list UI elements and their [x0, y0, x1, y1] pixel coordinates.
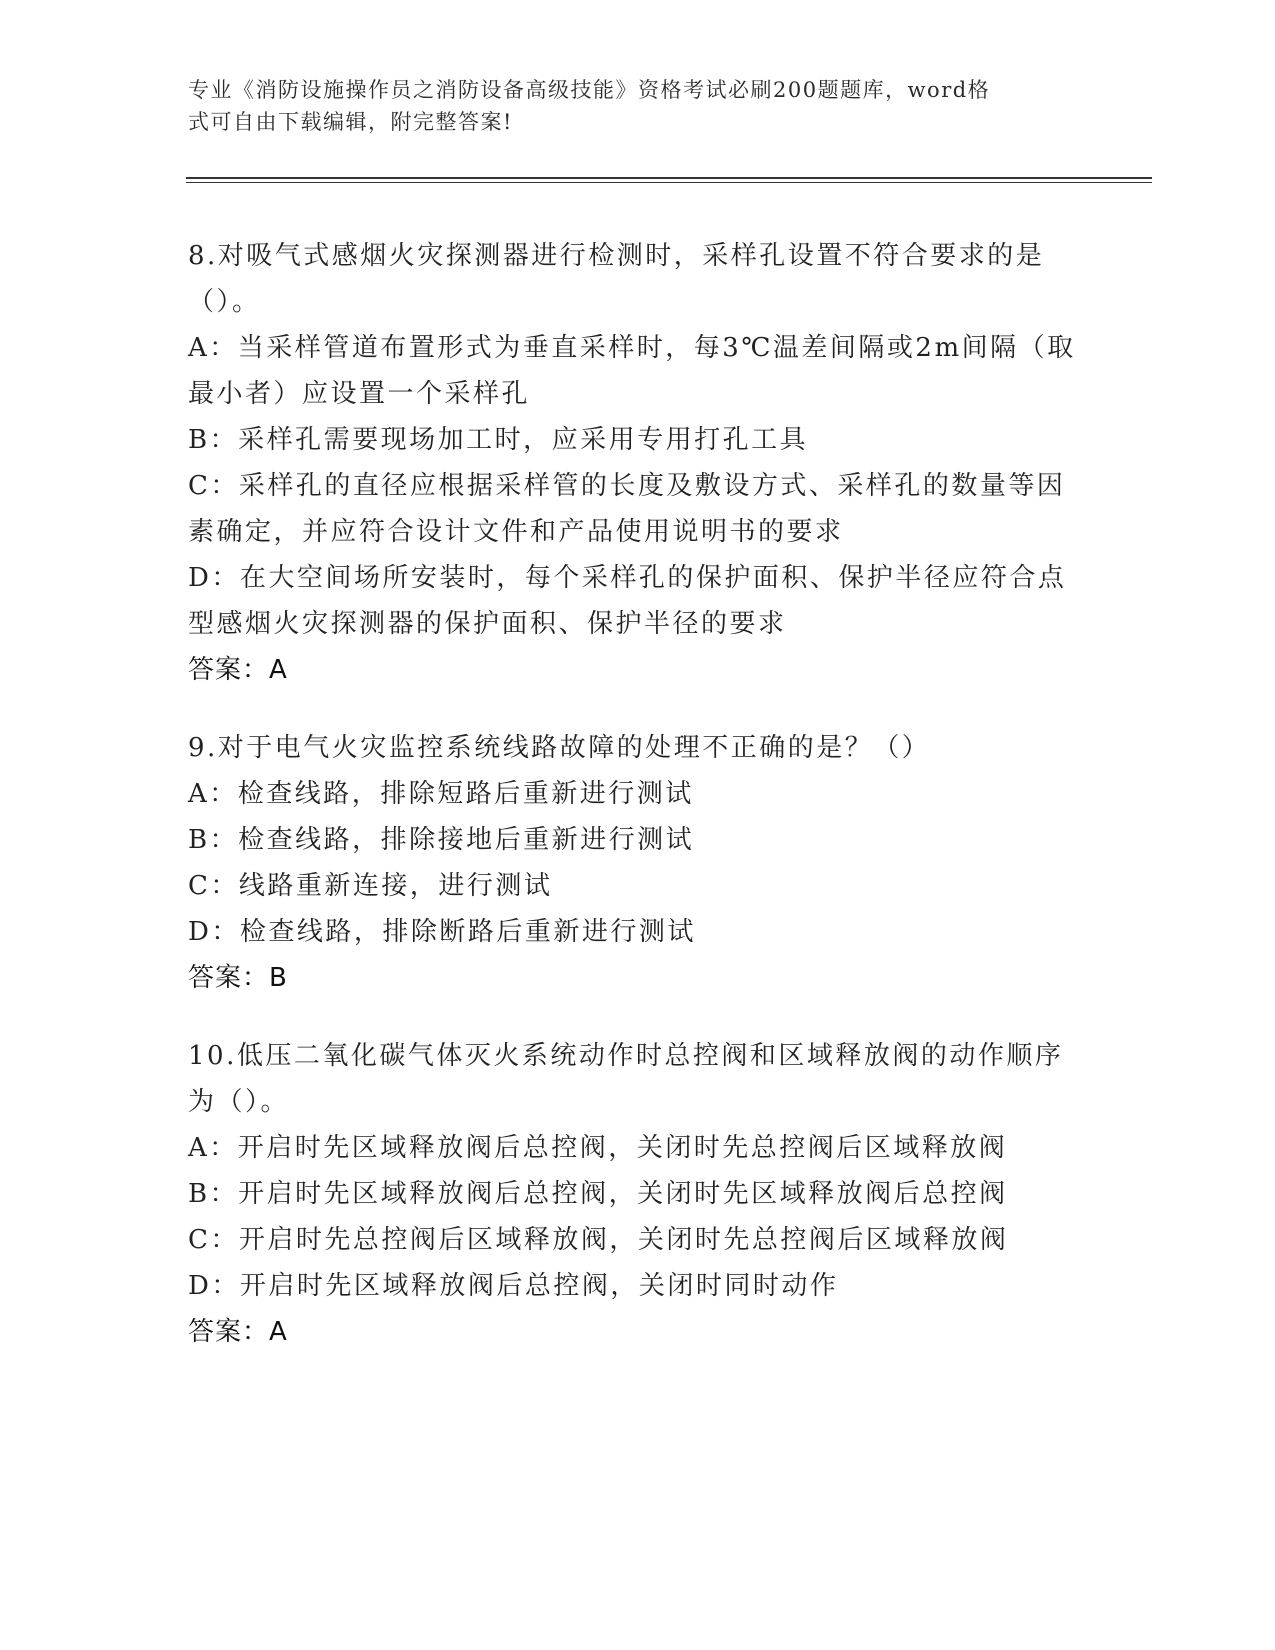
option-line: B：检查线路，排除接地后重新进行测试 — [188, 825, 695, 855]
option-line: B：采样孔需要现场加工时，应采用专用打孔工具 — [188, 425, 809, 455]
option-d — [188, 555, 1088, 647]
header-divider-thin — [186, 182, 1152, 183]
option-line: D：开启时先区域释放阀后总控阀，关闭时同时动作 — [188, 1271, 839, 1301]
option-line: A：当采样管道布置形式为垂直采样时，每3℃温差间隔或2m间隔（取 — [188, 333, 1076, 363]
option-a — [188, 771, 1088, 817]
option-c — [188, 463, 1088, 555]
option-d — [188, 909, 1088, 955]
question-stem-line: 9.对于电气火灾监控系统线路故障的处理不正确的是？（） — [188, 733, 931, 763]
answer: 答案：B — [188, 963, 288, 993]
option-a — [188, 325, 1088, 417]
header-divider-thick — [186, 177, 1152, 179]
question-stem-line: 8.对吸气式感烟火灾探测器进行检测时，采样孔设置不符合要求的是 — [188, 241, 1045, 271]
question-9 — [188, 725, 1088, 1001]
option-line: A：开启时先区域释放阀后总控阀，关闭时先总控阀后区域释放阀 — [188, 1133, 1008, 1163]
option-line: D：在大空间场所安装时，每个采样孔的保护面积、保护半径应符合点 — [188, 563, 1067, 593]
option-b — [188, 1171, 1088, 1217]
option-b — [188, 417, 1088, 463]
question-8 — [188, 233, 1088, 693]
option-line: 最小者）应设置一个采样孔 — [188, 379, 531, 409]
document-header — [188, 74, 1068, 138]
option-c — [188, 1217, 1088, 1263]
header-line-2: 式可自由下载编辑，附完整答案! — [188, 110, 513, 134]
option-a — [188, 1125, 1088, 1171]
option-line: 型感烟火灾探测器的保护面积、保护半径的要求 — [188, 609, 787, 639]
question-stem-line: （）。 — [188, 287, 261, 317]
option-b — [188, 817, 1088, 863]
option-line: B：开启时先区域释放阀后总控阀，关闭时先区域释放阀后总控阀 — [188, 1179, 1008, 1209]
question-stem-line: 为（）。 — [188, 1087, 290, 1117]
option-line: C：开启时先总控阀后区域释放阀，关闭时先总控阀后区域释放阀 — [188, 1225, 1009, 1255]
answer: 答案：A — [188, 1317, 288, 1347]
option-line: D：检查线路，排除断路后重新进行测试 — [188, 917, 696, 947]
option-line: A：检查线路，排除短路后重新进行测试 — [188, 779, 694, 809]
option-c — [188, 863, 1088, 909]
option-line: C：线路重新连接，进行测试 — [188, 871, 553, 901]
option-d — [188, 1263, 1088, 1309]
option-line: C：采样孔的直径应根据采样管的长度及敷设方式、采样孔的数量等因 — [188, 471, 1066, 501]
answer: 答案：A — [188, 655, 288, 685]
option-line: 素确定，并应符合设计文件和产品使用说明书的要求 — [188, 517, 844, 547]
question-list — [188, 233, 1088, 1387]
header-line-1: 专业《消防设施操作员之消防设备高级技能》资格考试必刷200题题库，word格 — [188, 78, 991, 102]
question-stem-line: 10.低压二氧化碳气体灭火系统动作时总控阀和区域释放阀的动作顺序 — [188, 1041, 1064, 1071]
question-10 — [188, 1033, 1088, 1355]
